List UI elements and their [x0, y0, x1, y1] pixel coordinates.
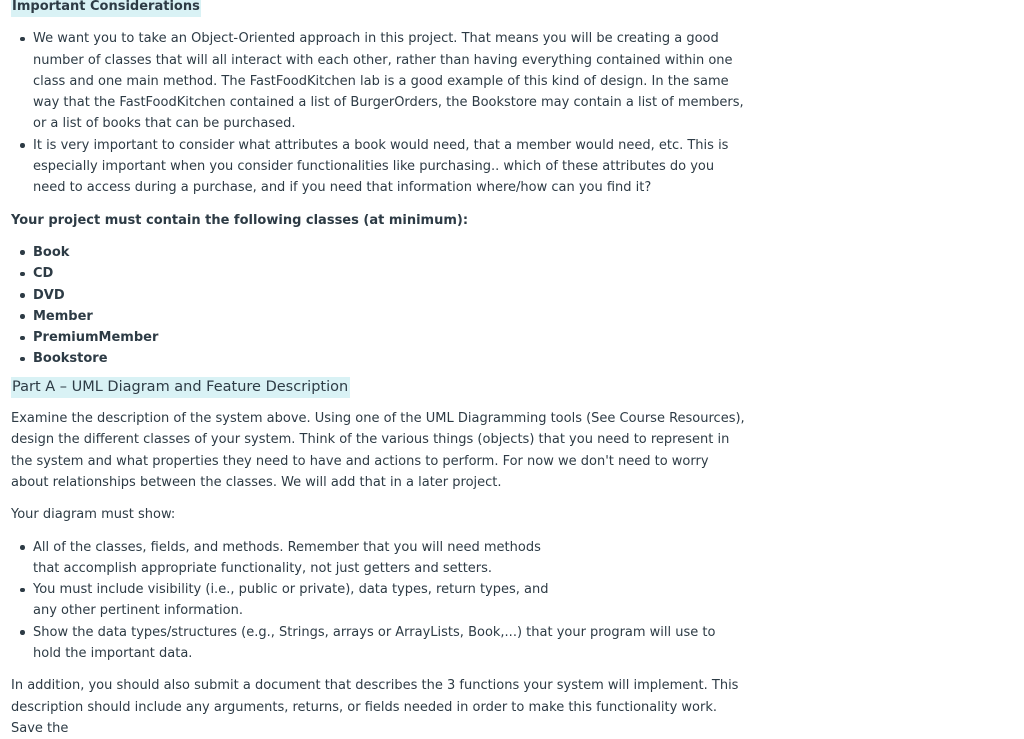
class-item-premiummember: PremiumMember: [33, 327, 746, 348]
considerations-list: [11, 28, 746, 198]
list-item: All of the classes, fields, and methods. Remember that you will need methods that accomplish appropriate functionality, not just getters and setters.: [33, 537, 553, 580]
section-title-important-considerations: Important Considerations: [11, 0, 201, 17]
list-item: Show the data types/structures (e.g., Strings, arrays or ArrayLists, Book,...) that your program will use to hold the important data.: [33, 622, 746, 665]
part-a-heading: Part A – UML Diagram and Feature Description: [11, 377, 350, 398]
class-item-member: Member: [33, 306, 746, 327]
class-item-book: Book: [33, 242, 746, 263]
assignment-content: [11, 0, 746, 739]
diagram-must-show-label: Your diagram must show:: [11, 507, 176, 523]
list-item: It is very important to consider what attributes a book would need, that a member would need, etc. This is especially important when you consider functionalities like purchasing.. which of these attributes do you need to access during a purchase, and if you need that information where/how can you find it?: [33, 135, 746, 199]
class-item-bookstore: Bookstore: [33, 348, 746, 369]
list-item: We want you to take an Object-Oriented approach in this project. That means you will be creating a good number of classes that will all interact with each other, rather than having everything contained within one class and one main method. The FastFoodKitchen lab is a good example of this kind of design. In the same way that the FastFoodKitchen contained a list of BurgerOrders, the Bookstore may contain a list of members, or a list of books that can be purchased.: [33, 28, 746, 134]
diagram-requirements-list: [11, 537, 746, 665]
classes-list: [11, 242, 746, 370]
class-item-dvd: DVD: [33, 285, 746, 306]
classes-heading: Your project must contain the following classes (at minimum):: [11, 212, 469, 228]
part-a-intro-paragraph: Examine the description of the system above. Using one of the UML Diagramming tools (See Course Resources), design the different classes of your system. Think of the various things (objects) that you need to represent in the system and what properties they need to have and actions to perform. For now we don't need to worry about relationships between the classes. We will add that in a later project.: [11, 411, 745, 490]
list-item: You must include visibility (i.e., public or private), data types, return types, and any other pertinent information.: [33, 579, 553, 622]
class-item-cd: CD: [33, 263, 746, 284]
addition-paragraph: In addition, you should also submit a document that describes the 3 functions your system will implement. This description should include any arguments, returns, or fields needed in order to make this functionality work. Save the: [11, 678, 739, 736]
